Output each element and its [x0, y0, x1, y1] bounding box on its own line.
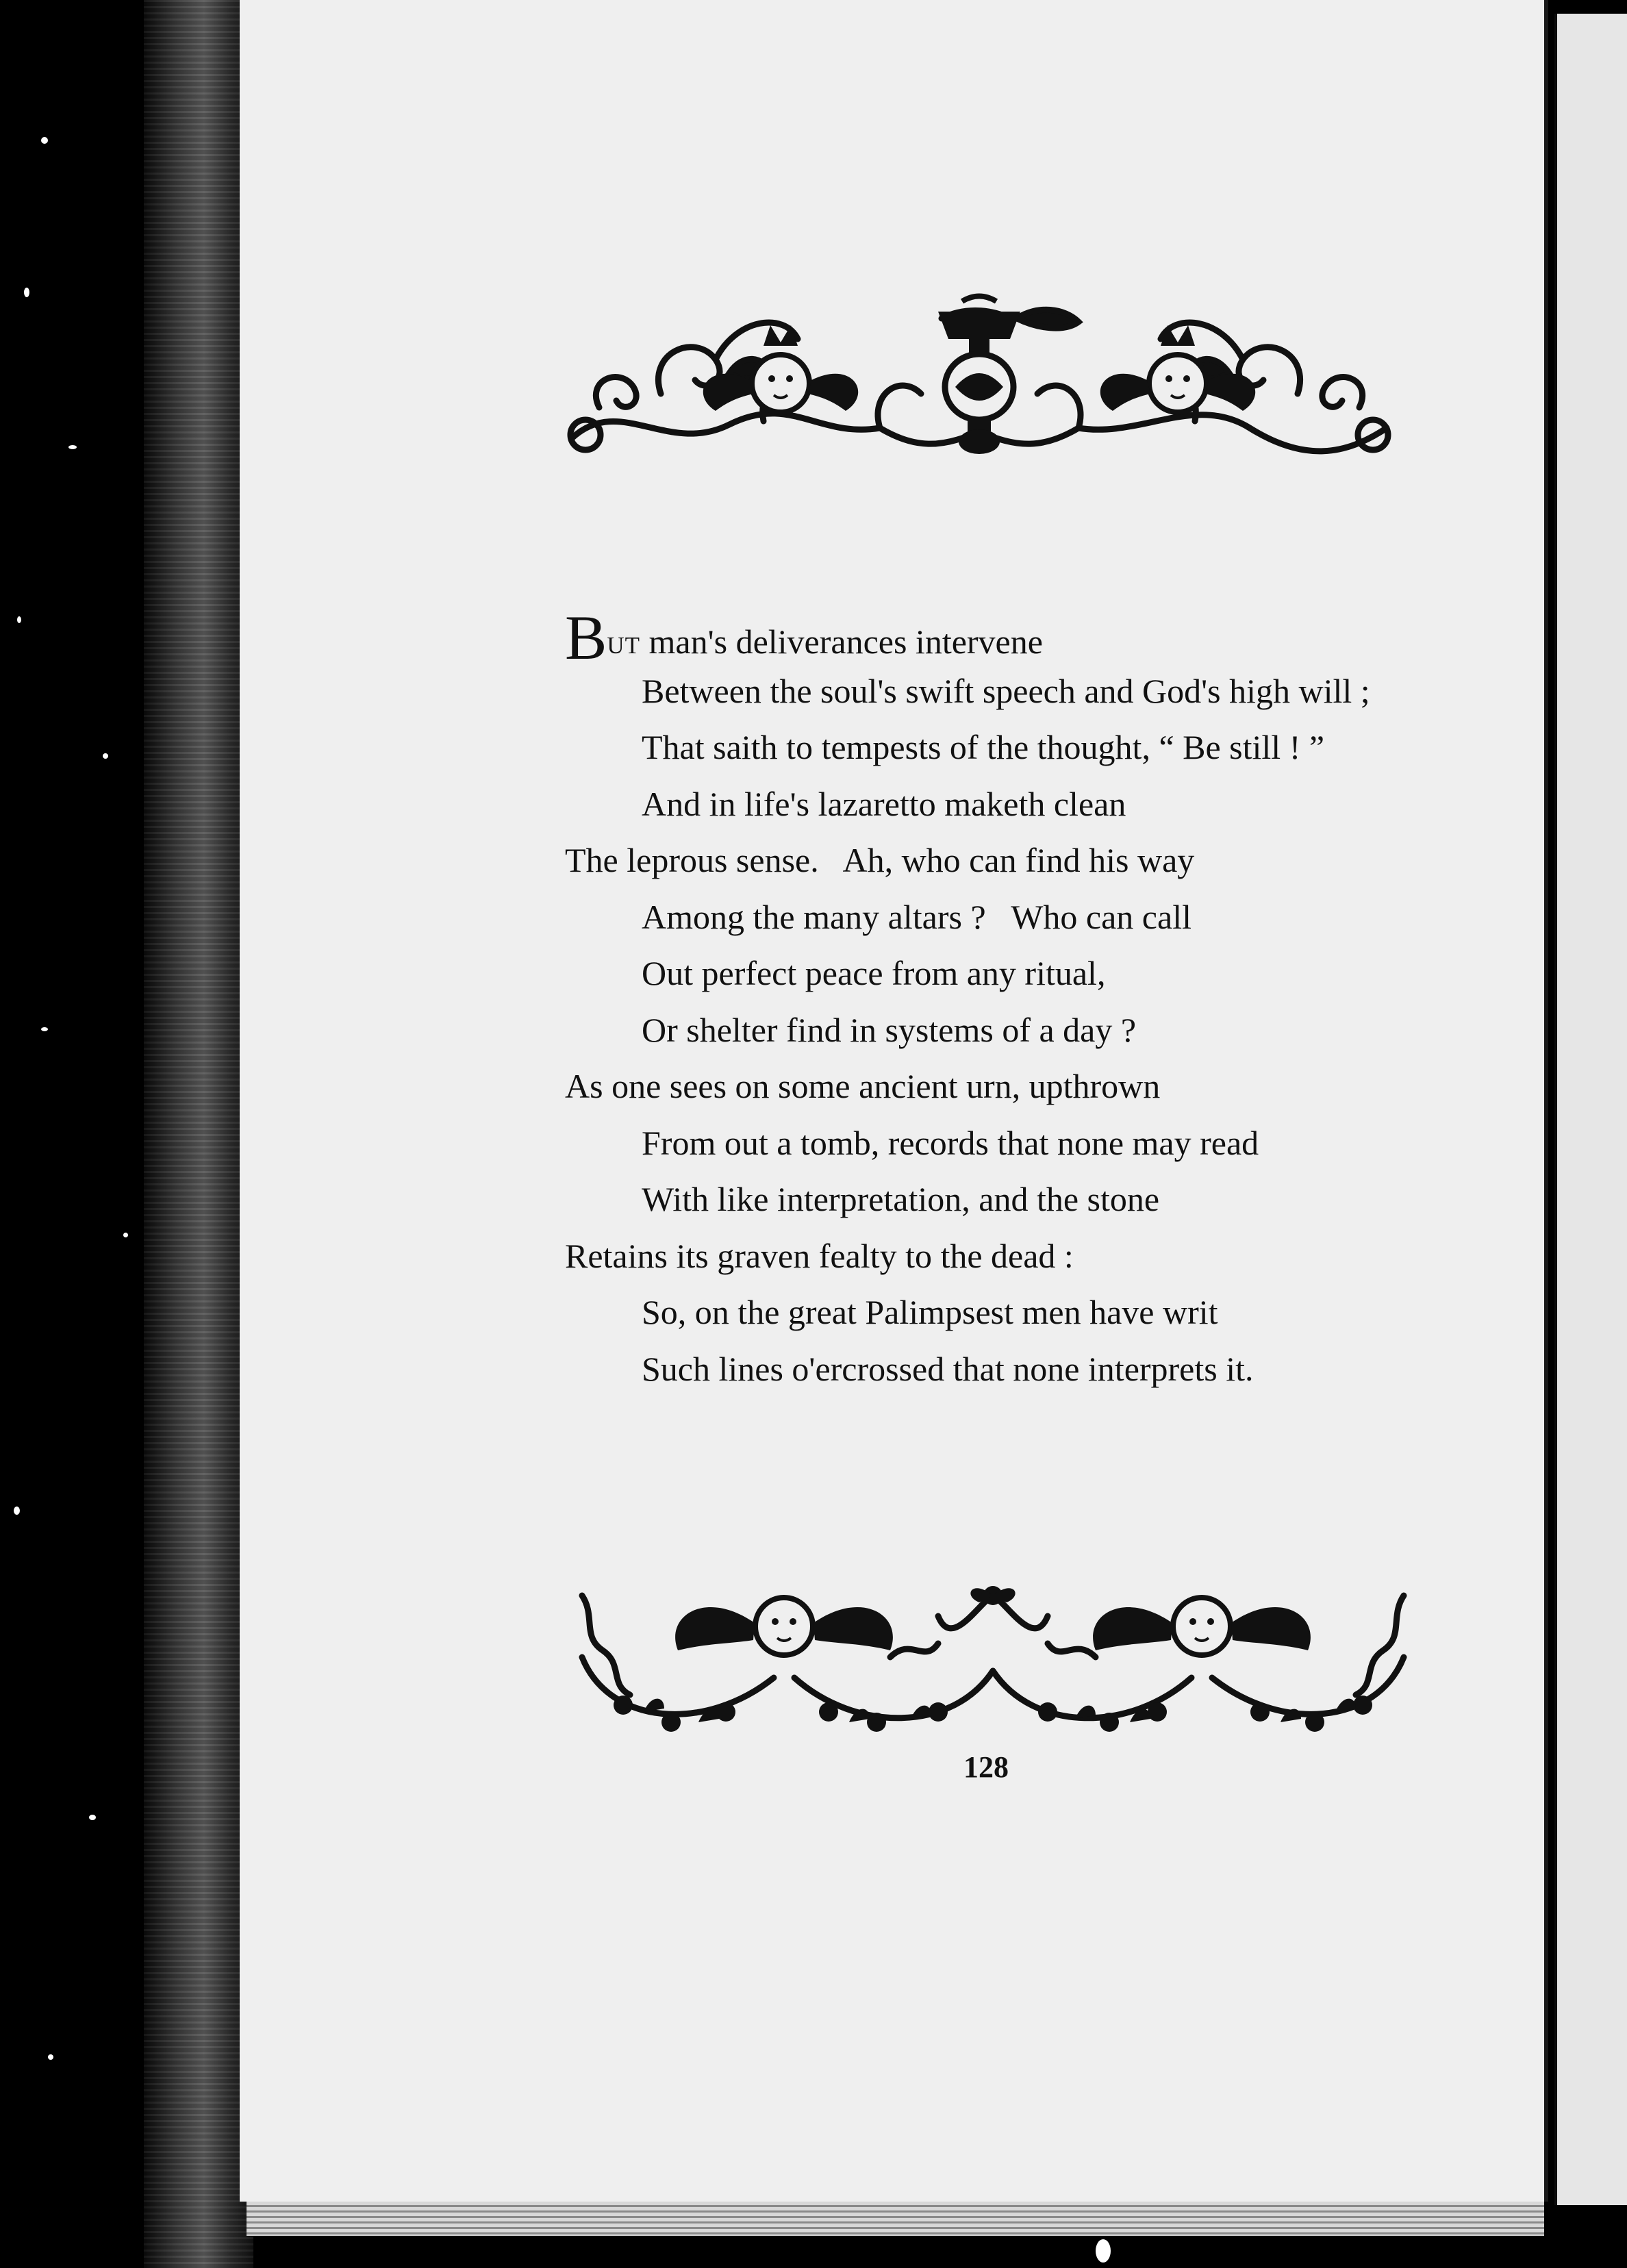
- poem-line: Out perfect peace from any ritual,: [642, 954, 1106, 992]
- poem-line: As one sees on some ancient urn, upthrown: [565, 1067, 1161, 1105]
- poem-line: Retains its graven fealty to the dead :: [565, 1236, 1074, 1275]
- small-caps-word: ut: [607, 622, 641, 661]
- poem-line: Among the many altars ? Who can call: [642, 897, 1191, 936]
- poem-line: Or shelter find in systems of a day ?: [642, 1010, 1137, 1049]
- poem-line: With like interpretation, and the stone: [642, 1180, 1160, 1218]
- page-number: 128: [963, 1750, 1009, 1784]
- poem-line: So, on the great Palimpsest men have writ: [642, 1293, 1218, 1331]
- drop-cap: B: [565, 603, 607, 672]
- poem-line: From out a tomb, records that none may read: [642, 1123, 1259, 1162]
- poem-line: Such lines o'ercrossed that none interprets it.: [642, 1349, 1254, 1388]
- poem-line: And in life's lazaretto maketh clean: [642, 784, 1126, 823]
- book-spine-edge: [144, 0, 253, 2268]
- poem-line: That saith to tempests of the thought, “ Be still ! ”: [642, 728, 1325, 766]
- first-line-rest: man's deliverances intervene: [640, 622, 1043, 661]
- poem-line-1: [565, 603, 1455, 672]
- top-ornament-headpiece: [558, 291, 1400, 462]
- adjacent-page-edge: [1554, 14, 1627, 2205]
- poem-line: The leprous sense. Ah, who can find his way: [565, 841, 1195, 879]
- page-bottom-edge: [247, 2202, 1544, 2236]
- poem-line: Between the soul's swift speech and God's high will ;: [642, 671, 1370, 710]
- bottom-ornament-tailpiece: [568, 1575, 1417, 1739]
- poem-text: [565, 603, 1455, 1397]
